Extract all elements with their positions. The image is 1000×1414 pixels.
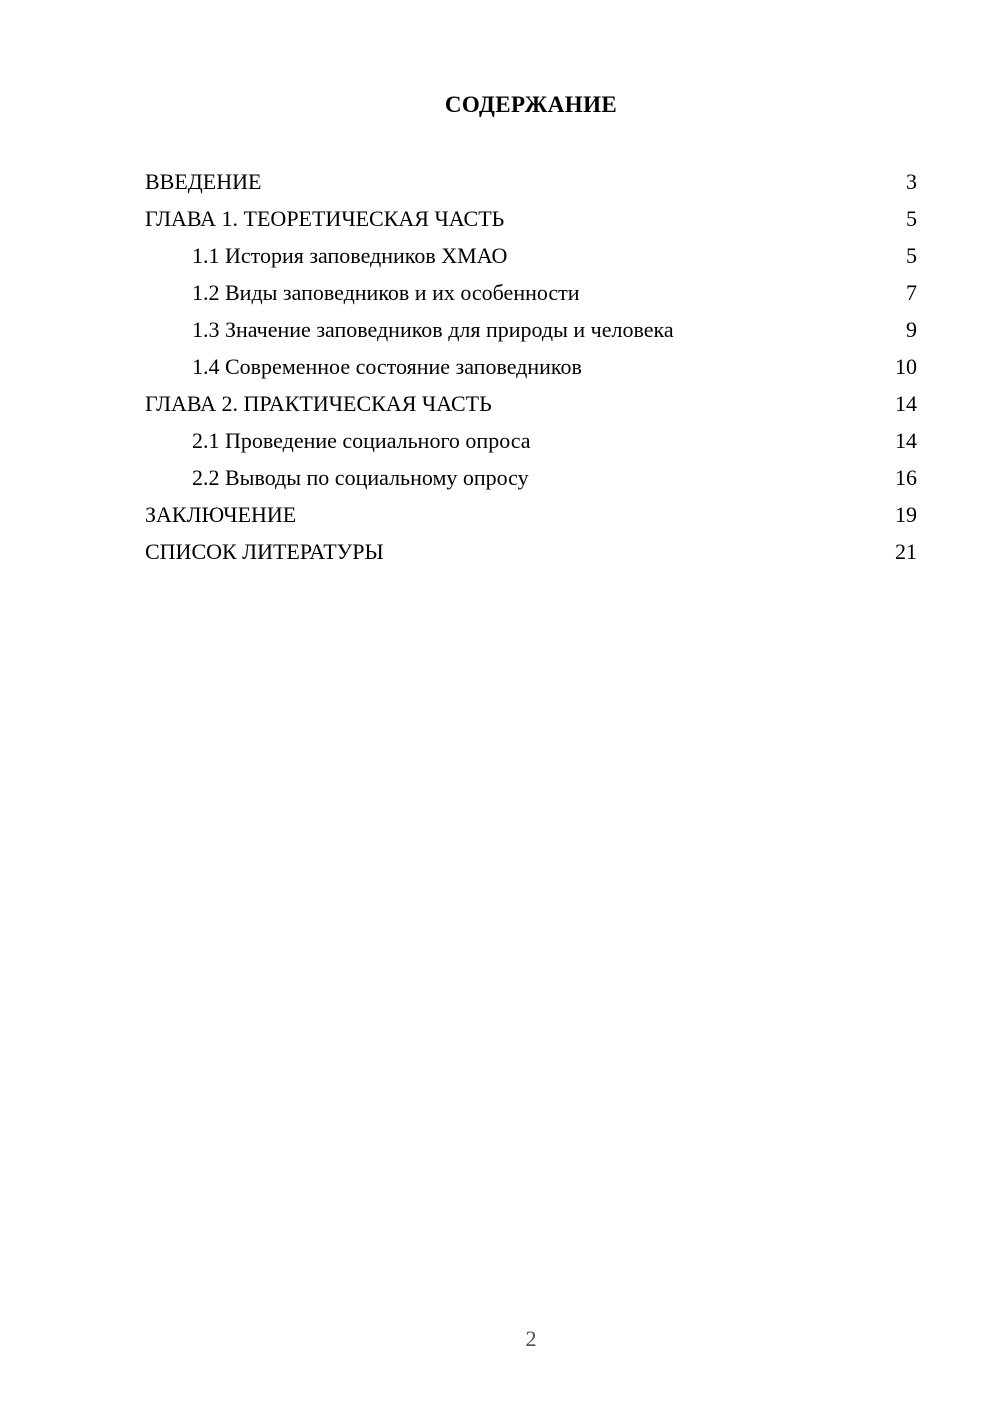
toc-entry-label: 2.1 Проведение социального опроса — [192, 428, 531, 453]
toc-entry-page: 5 — [906, 243, 917, 268]
toc-entry-label: ВВЕДЕНИЕ — [145, 169, 262, 194]
toc-entry — [145, 163, 917, 200]
toc-entry-label: 1.1 История заповедников ХМАО — [192, 243, 508, 268]
toc-entry-label: 1.2 Виды заповедников и их особенности — [192, 280, 580, 305]
toc-entry-page: 21 — [895, 539, 917, 564]
toc-entry-page: 7 — [906, 280, 917, 305]
toc-entry — [145, 274, 917, 311]
toc-entry-page: 16 — [895, 465, 917, 490]
toc-entry-label: 2.2 Выводы по социальному опросу — [192, 465, 529, 490]
toc-entry-label: ЗАКЛЮЧЕНИЕ — [145, 502, 297, 527]
toc-entry-page: 14 — [895, 428, 917, 453]
toc-entry-label: ГЛАВА 2. ПРАКТИЧЕСКАЯ ЧАСТЬ — [145, 391, 492, 416]
toc-entry-page: 5 — [906, 206, 917, 231]
page-title: СОДЕРЖАНИЕ — [444, 92, 618, 117]
toc-entry — [145, 200, 917, 237]
toc-entry — [145, 422, 917, 459]
toc-entry — [145, 459, 917, 496]
toc-entry-page: 19 — [895, 502, 917, 527]
toc-entry-page: 9 — [906, 317, 917, 342]
toc-entry — [145, 237, 917, 274]
toc-entry — [145, 348, 917, 385]
toc-entry-label: 1.4 Современное состояние заповедников — [192, 354, 582, 379]
toc-entry — [145, 311, 917, 348]
toc-entry-label: ГЛАВА 1. ТЕОРЕТИЧЕСКАЯ ЧАСТЬ — [145, 206, 505, 231]
toc-entry-page: 3 — [906, 169, 917, 194]
toc-entry-page: 14 — [895, 391, 917, 416]
table-of-contents — [145, 163, 917, 570]
toc-entry — [145, 496, 917, 533]
page-number: 2 — [525, 1326, 537, 1351]
toc-entry — [145, 533, 917, 570]
toc-entry-label: СПИСОК ЛИТЕРАТУРЫ — [145, 539, 384, 564]
toc-entry — [145, 385, 917, 422]
toc-entry-label: 1.3 Значение заповедников для природы и человека — [192, 317, 674, 342]
toc-entry-page: 10 — [895, 354, 917, 379]
